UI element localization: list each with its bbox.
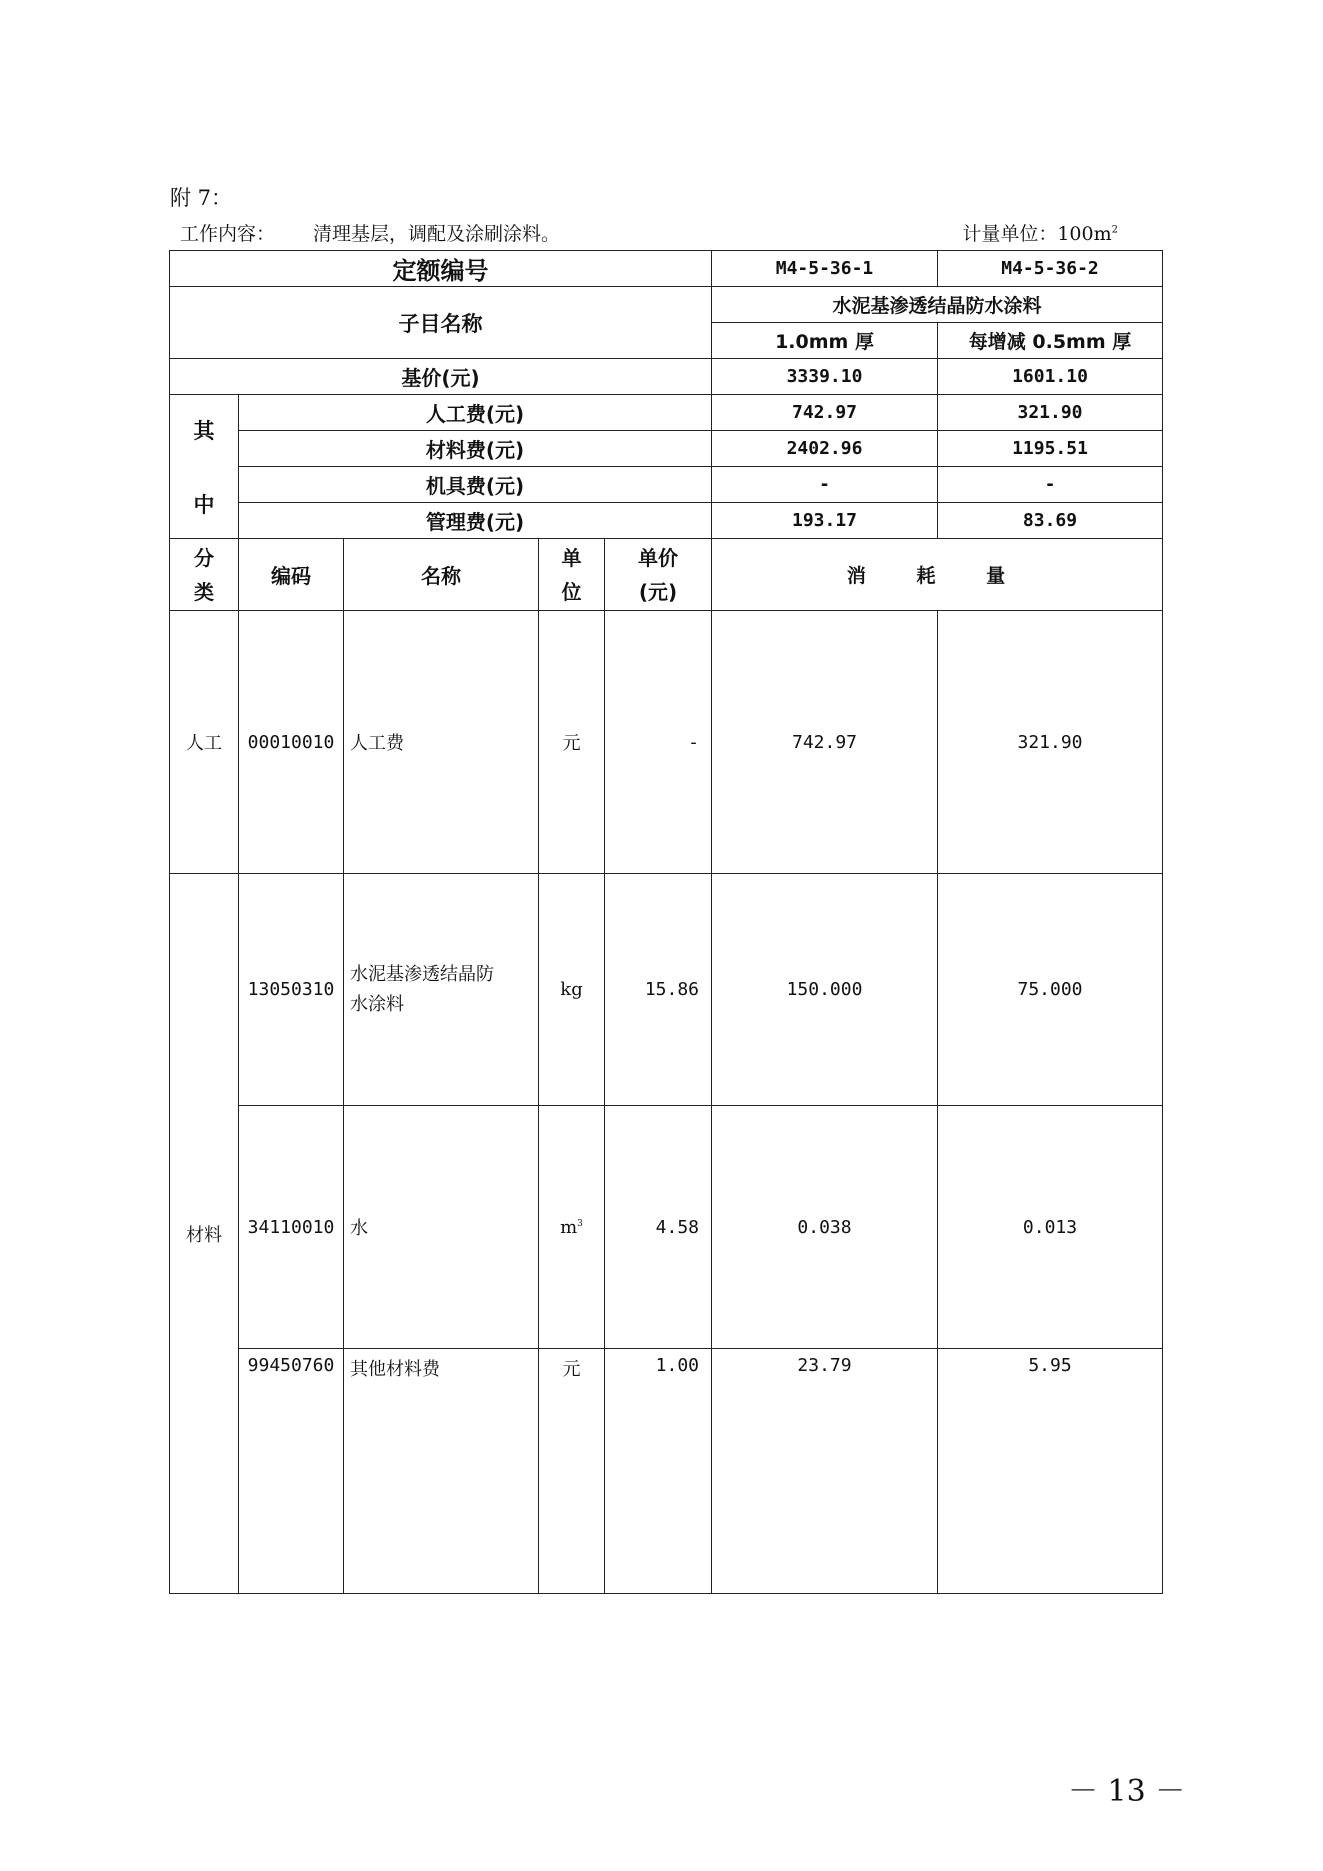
material-row: [170, 1349, 1163, 1594]
material-unit: 元: [539, 1349, 605, 1594]
measurement-unit: [962, 219, 1118, 246]
col-unit: [539, 539, 605, 611]
quota-code-row: [170, 251, 1163, 287]
quota-code-2: M4-5-36-2: [938, 251, 1163, 287]
item-name-row: [170, 287, 1163, 323]
material-unit-text: m: [560, 1216, 578, 1238]
cost-row-labor: [170, 395, 1163, 431]
material-quantity-1: 0.038: [712, 1106, 938, 1349]
labor-price: -: [605, 611, 712, 874]
material-row: [170, 1106, 1163, 1349]
base-price-label: 基价(元): [170, 359, 712, 395]
quota-code-label: 定额编号: [170, 251, 712, 287]
among-label-top: 其: [193, 418, 215, 443]
item-name-label: 子目名称: [170, 287, 712, 359]
material-name: 水: [344, 1106, 539, 1349]
cost-value-2: 83.69: [938, 503, 1163, 539]
material-price: 4.58: [605, 1106, 712, 1349]
material-code: 99450760: [239, 1349, 344, 1594]
col-price: [605, 539, 712, 611]
measurement-unit-text: 计量单位：100m: [962, 223, 1112, 245]
cost-label: 管理费(元): [239, 503, 712, 539]
material-quantity-1: 150.000: [712, 874, 938, 1106]
material-quantity-1: 23.79: [712, 1349, 938, 1594]
work-content-text: 清理基层，调配及涂刷涂料。: [313, 223, 561, 245]
material-quantity-2: 0.013: [938, 1106, 1163, 1349]
material-code: 34110010: [239, 1106, 344, 1349]
quota-code-1: M4-5-36-1: [712, 251, 938, 287]
base-price-1: 3339.10: [712, 359, 938, 395]
work-content: [180, 219, 560, 246]
base-price-2: 1601.10: [938, 359, 1163, 395]
col-category: [170, 539, 239, 611]
material-price: 15.86: [605, 874, 712, 1106]
material-name-line1: 水泥基渗透结晶防: [350, 963, 494, 985]
material-unit-superscript: 3: [577, 1218, 583, 1229]
cost-row-material: [170, 431, 1163, 467]
labor-quantity-1: 742.97: [712, 611, 938, 874]
col-name: 名称: [344, 539, 539, 611]
cost-value-1: -: [712, 467, 938, 503]
labor-code: 00010010: [239, 611, 344, 874]
variant-1: 1.0mm 厚: [712, 323, 938, 359]
col-category-line2: 类: [194, 579, 214, 604]
material-name-line2: 水涂料: [350, 993, 404, 1015]
col-unit-line2: 位: [561, 579, 582, 604]
labor-unit: 元: [539, 611, 605, 874]
material-unit: kg: [539, 874, 605, 1106]
cost-row-management: [170, 503, 1163, 539]
cost-label: 人工费(元): [239, 395, 712, 431]
cost-label: 机具费(元): [239, 467, 712, 503]
work-content-label: 工作内容：: [180, 223, 276, 245]
measurement-unit-superscript: 2: [1111, 224, 1118, 236]
material-code: 13050310: [239, 874, 344, 1106]
base-price-row: [170, 359, 1163, 395]
labor-quantity-2: 321.90: [938, 611, 1163, 874]
col-code: 编码: [239, 539, 344, 611]
cost-label: 材料费(元): [239, 431, 712, 467]
col-category-line1: 分: [194, 545, 214, 570]
cost-value-2: -: [938, 467, 1163, 503]
material-quantity-2: 5.95: [938, 1349, 1163, 1594]
item-name: 水泥基渗透结晶防水涂料: [712, 287, 1163, 323]
among-label-bottom: 中: [193, 492, 215, 517]
material-quantity-2: 75.000: [938, 874, 1163, 1106]
labor-row: [170, 611, 1163, 874]
cost-value-1: 2402.96: [712, 431, 938, 467]
cost-value-2: 321.90: [938, 395, 1163, 431]
among-label: [170, 395, 239, 539]
page-number: － 13 －: [1068, 1774, 1186, 1809]
variant-2: 每增减 0.5mm 厚: [938, 323, 1163, 359]
material-name: [344, 874, 539, 1106]
material-unit: [539, 1106, 605, 1349]
labor-name: 人工费: [344, 611, 539, 874]
cost-value-1: 742.97: [712, 395, 938, 431]
material-row: [170, 874, 1163, 1106]
cost-row-machine: [170, 467, 1163, 503]
cost-value-1: 193.17: [712, 503, 938, 539]
material-price: 1.00: [605, 1349, 712, 1594]
material-name: 其他材料费: [344, 1349, 539, 1594]
col-consumption: 消 耗 量: [712, 539, 1163, 611]
cost-value-2: 1195.51: [938, 431, 1163, 467]
labor-category: 人工: [170, 611, 239, 874]
quota-table: [169, 250, 1163, 1594]
col-price-line2: (元): [638, 579, 678, 604]
appendix-label: 附 7：: [170, 186, 233, 210]
col-price-line1: 单价: [638, 545, 678, 570]
material-category: 材料: [170, 874, 239, 1594]
column-header-row: [170, 539, 1163, 611]
col-unit-line1: 单: [561, 545, 582, 570]
